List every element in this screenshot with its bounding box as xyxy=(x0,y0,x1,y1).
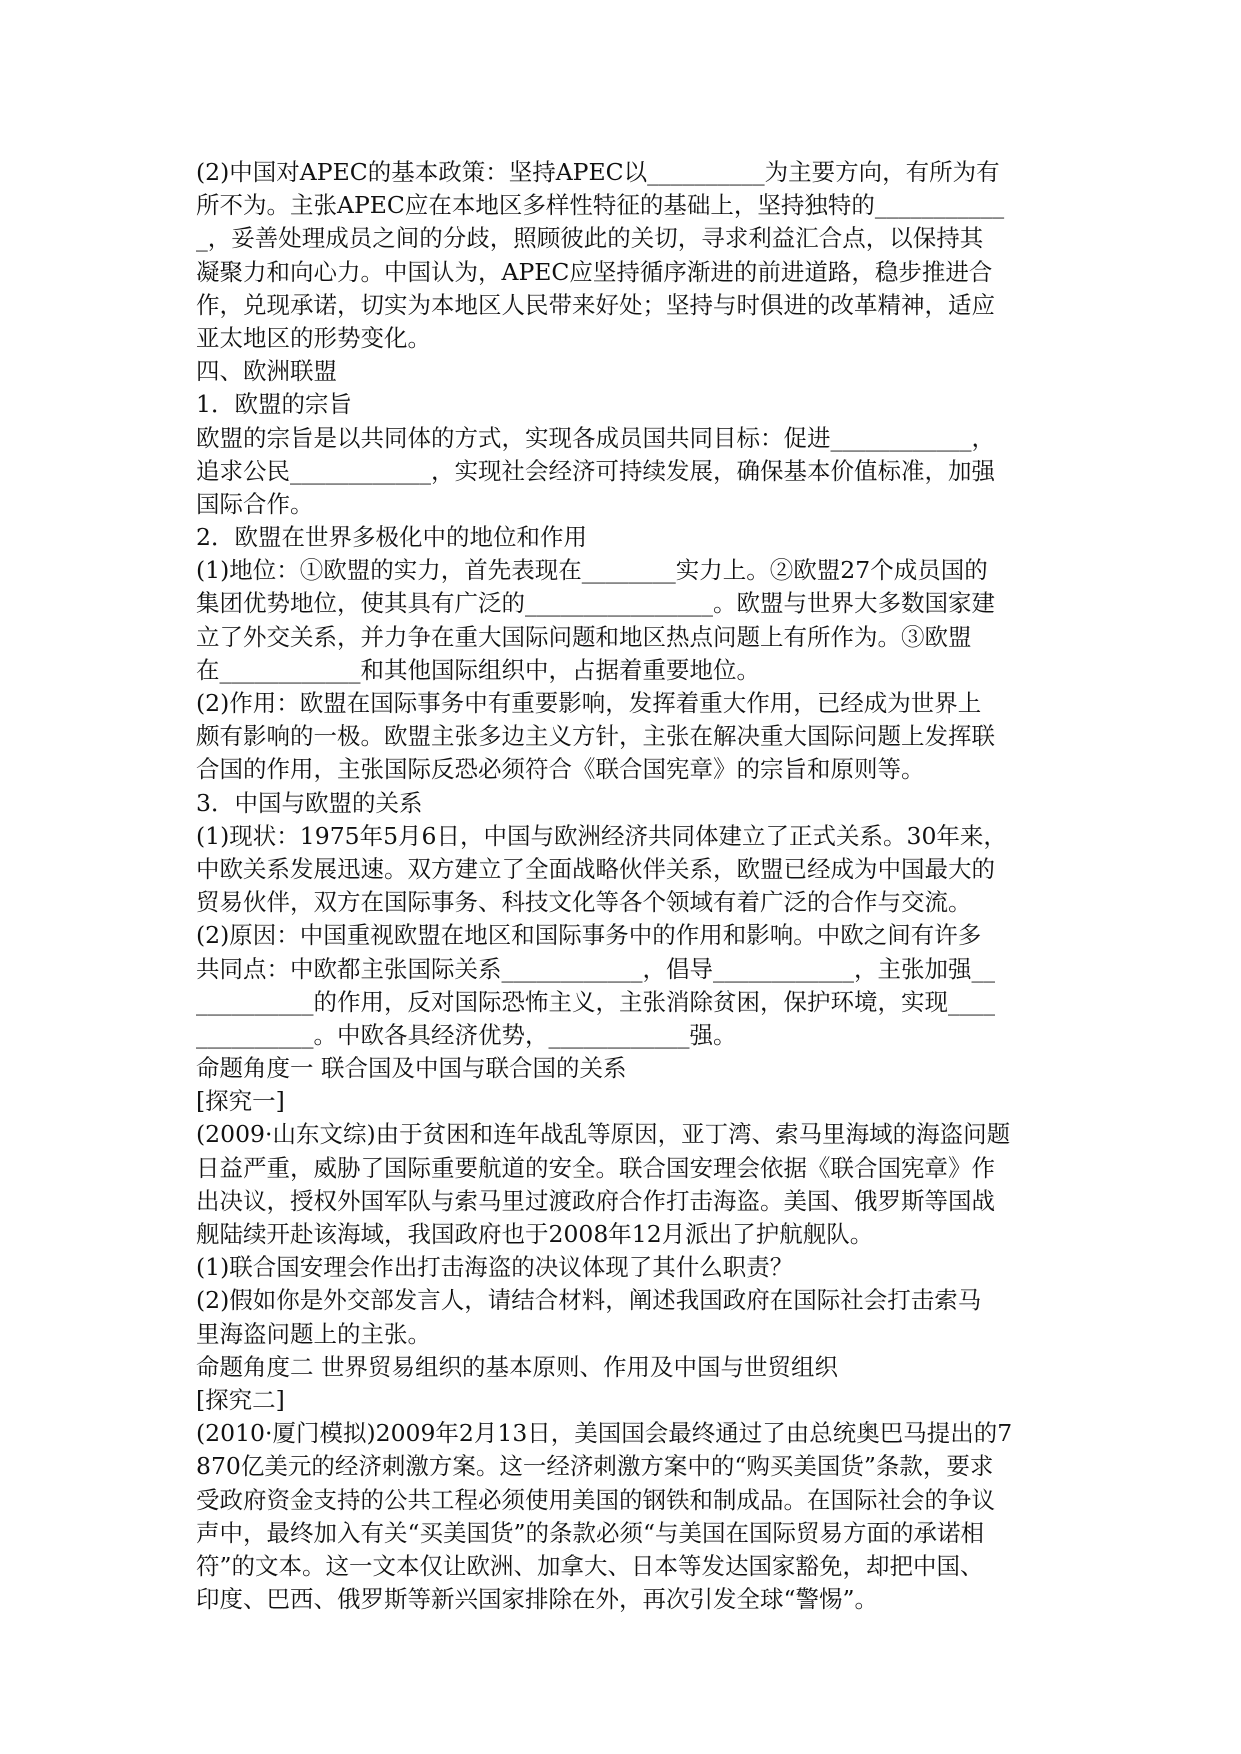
exploration-label: [探究一] xyxy=(196,1087,285,1116)
text-line: 受政府资金支持的公共工程必须使用美国的钢铁和制成品。在国际社会的争议 xyxy=(196,1485,995,1514)
text-line: (2)作用：欧盟在国际事务中有重要影响，发挥着重大作用，已经成为世界上 xyxy=(196,689,982,717)
text-line: (2)中国对APEC的基本政策：坚持APEC以__________为主要方向，有所为有 xyxy=(196,158,1000,186)
text-line: 凝聚力和向心力。中国认为，APEC应坚持循序渐进的前进道路，稳步推进合 xyxy=(196,257,993,286)
text-line: _，妥善处理成员之间的分歧，照顾彼此的关切，寻求利益汇合点，以保持其 xyxy=(196,224,984,253)
exploration-label: [探究二] xyxy=(196,1385,285,1414)
text-line: (1)地位：①欧盟的实力，首先表现在________实力上。②欧盟27个成员国的 xyxy=(196,556,988,585)
text-line: 追求公民____________，实现社会经济可持续发展，确保基本价值标准，加强 xyxy=(196,456,995,485)
section-heading: 四、欧洲联盟 xyxy=(196,357,337,386)
text-line: (2009·山东文综)由于贫困和连年战乱等原因，亚丁湾、索马里海域的海盗问题 xyxy=(196,1120,1011,1149)
text-line: (2010·厦门模拟)2009年2月13日，美国国会最终通过了由总统奥巴马提出的7 xyxy=(196,1419,1013,1448)
text-line: 出决议，授权外国军队与索马里过渡政府合作打击海盗。美国、俄罗斯等国战 xyxy=(196,1186,995,1215)
document-body xyxy=(196,156,1056,1616)
text-line: __________的作用，反对国际恐怖主义，主张消除贫困，保护环境，实现____ xyxy=(196,987,995,1016)
text-line: 舰陆续开赴该海域，我国政府也于2008年12月派出了护航舰队。 xyxy=(196,1220,874,1248)
question-line: (1)联合国安理会作出打击海盗的决议体现了其什么职责？ xyxy=(196,1253,794,1282)
text-line: 国际合作。 xyxy=(196,489,314,518)
text-line: 作，兑现承诺，切实为本地区人民带来好处；坚持与时俱进的改革精神，适应 xyxy=(196,290,995,319)
subsection-heading: 1．欧盟的宗旨 xyxy=(196,390,352,419)
topic-heading: 命题角度一 联合国及中国与联合国的关系 xyxy=(196,1054,627,1083)
text-line: (2)原因：中国重视欧盟在地区和国际事务中的作用和影响。中欧之间有许多 xyxy=(196,921,982,950)
text-line: 在____________和其他国际组织中，占据着重要地位。 xyxy=(196,655,760,684)
text-line: 870亿美元的经济刺激方案。这一经济刺激方案中的“购买美国货”条款，要求 xyxy=(196,1452,994,1481)
text-line: 中欧关系发展迅速。双方建立了全面战略伙伴关系，欧盟已经成为中国最大的 xyxy=(196,854,995,883)
question-line: 里海盗问题上的主张。 xyxy=(196,1319,431,1348)
text-line: 颇有影响的一极。欧盟主张多边主义方针，主张在解决重大国际问题上发挥联 xyxy=(196,722,995,751)
question-line: (2)假如你是外交部发言人，请结合材料，阐述我国政府在国际社会打击索马 xyxy=(196,1286,982,1315)
text-line: 印度、巴西、俄罗斯等新兴国家排除在外，再次引发全球“警惕”。 xyxy=(196,1585,879,1614)
text-line: 集团优势地位，使其具有广泛的________________。欧盟与世界大多数国家建 xyxy=(196,589,995,618)
text-line: 立了外交关系，并力争在重大国际问题和地区热点问题上有所作为。③欧盟 xyxy=(196,622,972,651)
text-line: 欧盟的宗旨是以共同体的方式，实现各成员国共同目标：促进____________， xyxy=(196,423,995,452)
text-line: 日益严重，威胁了国际重要航道的安全。联合国安理会依据《联合国宪章》作 xyxy=(196,1153,995,1182)
text-line: 声中，最终加入有关“买美国货”的条款必须“与美国在国际贸易方面的承诺相 xyxy=(196,1518,985,1547)
text-line: (1)现状：1975年5月6日，中国与欧洲经济共同体建立了正式关系。30年来， xyxy=(196,821,1007,850)
text-line: 所不为。主张APEC应在本地区多样性特征的基础上，坚持独特的___________ xyxy=(196,191,1005,220)
text-line: 贸易伙伴，双方在国际事务、科技文化等各个领域有着广泛的合作与交流。 xyxy=(196,888,972,917)
text-line: 合国的作用，主张国际反恐必须符合《联合国宪章》的宗旨和原则等。 xyxy=(196,755,925,784)
text-line: __________。中欧各具经济优势，____________强。 xyxy=(196,1020,737,1049)
subsection-heading: 2．欧盟在世界多极化中的地位和作用 xyxy=(196,523,587,552)
text-line: 共同点：中欧都主张国际关系____________，倡导____________，主张加强__ xyxy=(196,954,995,983)
text-line: 符”的文本。这一文本仅让欧洲、加拿大、日本等发达国家豁免，却把中国、 xyxy=(196,1551,984,1580)
topic-heading: 命题角度二 世界贸易组织的基本原则、作用及中国与世贸组织 xyxy=(196,1352,838,1381)
subsection-heading: 3．中国与欧盟的关系 xyxy=(196,788,423,817)
text-line: 亚太地区的形势变化。 xyxy=(196,323,431,352)
